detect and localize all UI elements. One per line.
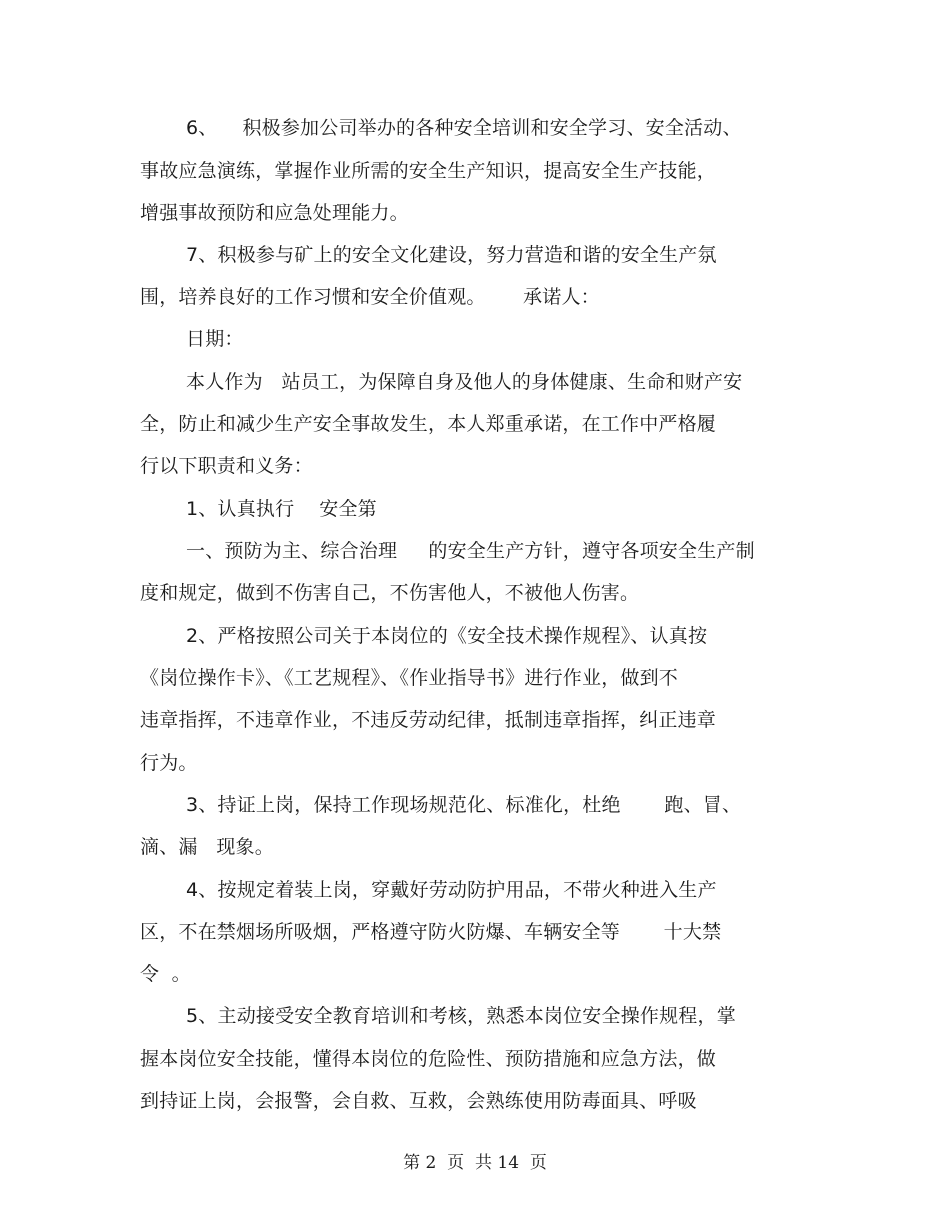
text-line: 《岗位操作卡》、《工艺规程》、《作业指导书》进行作业，做到不 <box>140 667 679 689</box>
text-line: 日期： <box>186 328 244 350</box>
text-line: 4、按规定着装上岗，穿戴好劳动防护用品，不带火种进入生产 <box>186 879 717 901</box>
page-footer: 第 2 页 共 14 页 <box>403 1153 547 1173</box>
text-line: 区，不在禁烟场所吸烟，严格遵守防火防爆、车辆安全等 十大禁 <box>140 921 722 943</box>
text-line: 5、主动接受安全教育培训和考核，熟悉本岗位安全操作规程，掌 <box>186 1005 736 1027</box>
text-line: 本人作为 站员工，为保障自身及他人的身体健康、生命和财产安 <box>186 371 743 393</box>
text-line: 一、预防为主、综合治理 的安全生产方针，遵守各项安全生产制 <box>186 540 755 562</box>
text-line: 围，培养良好的工作习惯和安全价值观。 承诺人： <box>140 286 600 308</box>
text-line: 滴、漏 现象。 <box>140 836 274 858</box>
text-line: 3、持证上岗，保持工作现场规范化、标准化，杜绝 跑、冒、 <box>186 794 742 816</box>
text-line: 增强事故预防和应急处理能力。 <box>140 202 409 224</box>
text-line: 握本岗位安全技能，懂得本岗位的危险性、预防措施和应急方法，做 <box>140 1048 717 1070</box>
text-line: 全，防止和减少生产安全事故发生，本人郑重承诺，在工作中严格履 <box>140 413 717 435</box>
text-line: 违章指挥，不违章作业，不违反劳动纪律，抵制违章指挥，纠正违章 <box>140 709 717 731</box>
text-line: 行以下职责和义务： <box>140 455 313 477</box>
text-line: 令 。 <box>140 963 191 985</box>
text-line: 2、严格按照公司关于本岗位的《安全技术操作规程》、认真按 <box>186 625 708 647</box>
text-line: 行为。 <box>140 752 198 774</box>
text-line: 度和规定，做到不伤害自己，不伤害他人，不被他人伤害。 <box>140 582 640 604</box>
text-line: 事故应急演练，掌握作业所需的安全生产知识，提高安全生产技能， <box>140 160 717 182</box>
text-line: 到持证上岗，会报警，会自救、互救，会熟练使用防毒面具、呼吸 <box>140 1090 697 1112</box>
text-line: 1、认真执行 安全第 <box>186 498 377 520</box>
text-line: 7、积极参与矿上的安全文化建设，努力营造和谐的安全生产氛 <box>186 244 717 266</box>
text-line: 6、 积极参加公司举办的各种安全培训和安全学习、安全活动、 <box>186 117 742 139</box>
